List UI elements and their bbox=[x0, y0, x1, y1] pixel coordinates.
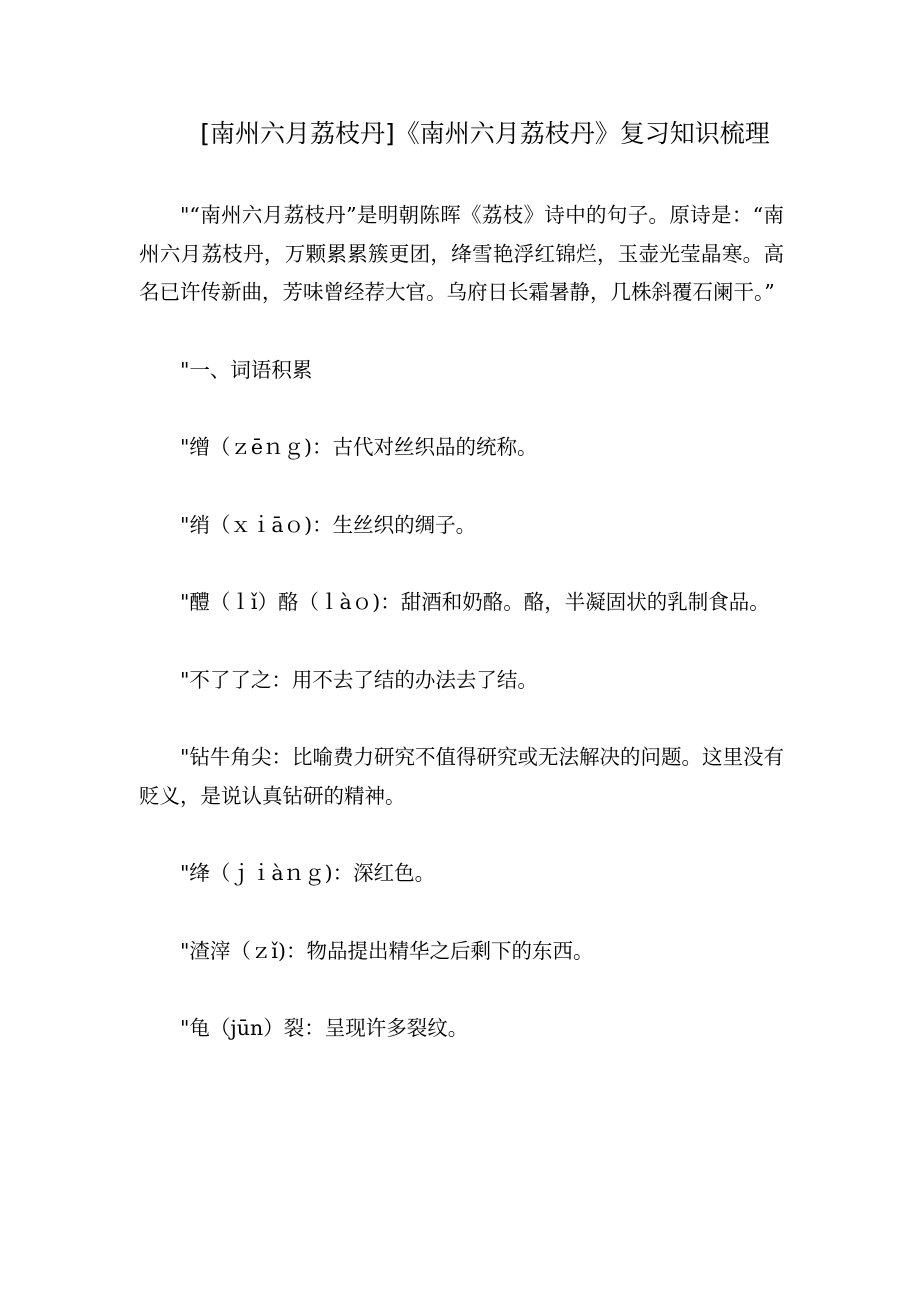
vocab-entry: "龟（jūn）裂：呈现许多裂纹。 bbox=[180, 1016, 469, 1040]
vocab-entry: "渣滓（ｚǐ)：物品提出精华之后剩下的东西。 bbox=[180, 938, 594, 963]
section-heading-vocabulary: "一、词语积累 bbox=[180, 357, 313, 382]
vocab-entry: "缯（ｚēｎｇ)：古代对丝织品的统称。 bbox=[180, 435, 538, 459]
vocab-entry: "不了了之：用不去了结的办法去了结。 bbox=[180, 667, 538, 692]
vocab-entry: "绡（ｘｉāｏ)：生丝织的绸子。 bbox=[180, 512, 477, 537]
vocab-entry: "钻牛角尖：比喻费力研究不值得研究或无法解决的问题。这里没有贬义，是说认真钻研的精神。 bbox=[139, 745, 784, 808]
vocab-entry: "绛（ｊｉàｎｇ)：深红色。 bbox=[180, 861, 436, 885]
paragraph-intro: "“南州六月荔枝丹”是明朝陈晖《荔枝》诗中的句子。原诗是：“南州六月荔枝丹，万颗累累簇更团，绛雪艳浮红锦烂，玉壶光莹晶寒。高名已许传新曲，芳味曾经荐大官。乌府日长霜暑静，几株斜覆石阑干。” bbox=[139, 203, 784, 304]
document-body bbox=[139, 196, 784, 1087]
vocab-entry: "醴（ｌǐ）酪（ｌàｏ)：甜酒和奶酪。酪，半凝固状的乳制食品。 bbox=[180, 590, 770, 614]
document-title: [南州六月荔枝丹]《南州六月荔枝丹》复习知识梳理 bbox=[200, 119, 770, 148]
